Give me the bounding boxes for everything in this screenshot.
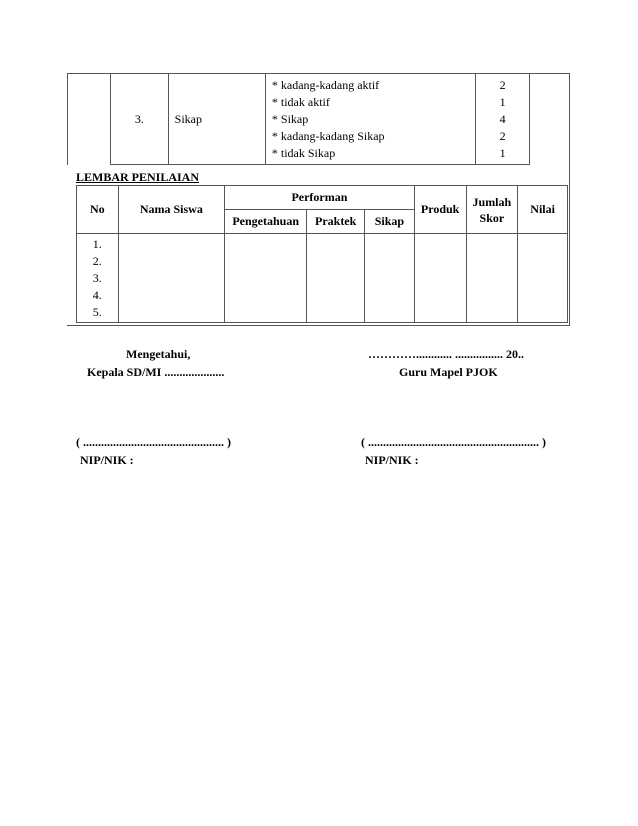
row-number: 1. — [92, 236, 102, 251]
row-number: 4. — [92, 287, 102, 302]
name-cell[interactable] — [118, 234, 225, 323]
header-sikap: Sikap — [365, 210, 415, 234]
score-item: 1 — [499, 145, 506, 160]
descriptor-item: * tidak aktif — [271, 94, 330, 109]
header-jumlah-skor — [466, 186, 518, 234]
header-no: No — [77, 186, 119, 234]
jumlah-skor-cell[interactable] — [466, 234, 518, 323]
nilai-cell[interactable] — [518, 234, 568, 323]
header-name: Nama Siswa — [118, 186, 225, 234]
score-item: 2 — [499, 77, 506, 92]
descriptor-item: * kadang-kadang aktif — [271, 77, 380, 92]
teacher-label: Guru Mapel PJOK — [399, 365, 498, 379]
acknowledged-label: Mengetahui, — [126, 347, 191, 361]
frame-left-line — [67, 73, 68, 165]
header-pengetahuan: Pengetahuan — [225, 210, 307, 234]
assessment-body-row — [77, 234, 568, 323]
row-number: 2. — [92, 253, 102, 268]
criteria-number: 3. — [111, 74, 169, 165]
header-nilai: Nilai — [518, 186, 568, 234]
row-numbers-cell — [77, 234, 119, 323]
header-skor: Skor — [479, 210, 505, 225]
assessment-title: LEMBAR PENILAIAN — [76, 170, 200, 184]
criteria-aspect: Sikap — [168, 74, 265, 165]
teacher-name-line: ( ......................................................... ) — [361, 435, 546, 449]
score-item: 1 — [499, 94, 506, 109]
row-number: 3. — [92, 270, 102, 285]
praktek-cell[interactable] — [307, 234, 365, 323]
place-date-line: …………............ ................ 20.. — [368, 347, 524, 361]
assessment-header-row — [77, 186, 568, 210]
criteria-table — [110, 73, 530, 165]
principal-name-line: ( ............................................... ) — [76, 435, 231, 449]
row-number: 5. — [92, 304, 102, 319]
assessment-table — [76, 185, 568, 323]
header-jumlah: Jumlah — [472, 194, 512, 209]
frame-right-line — [569, 73, 570, 326]
score-item: 2 — [499, 128, 506, 143]
frame-bottom-line — [67, 325, 570, 326]
principal-label: Kepala SD/MI .................... — [87, 365, 225, 379]
pengetahuan-cell[interactable] — [225, 234, 307, 323]
score-item: 4 — [499, 111, 506, 126]
criteria-row — [111, 74, 530, 165]
principal-nip: NIP/NIK : — [80, 453, 134, 467]
descriptor-item: * Sikap — [271, 111, 309, 126]
criteria-scores — [476, 74, 530, 165]
descriptor-item: * kadang-kadang Sikap — [271, 128, 385, 143]
header-produk: Produk — [414, 186, 466, 234]
produk-cell[interactable] — [414, 234, 466, 323]
teacher-nip: NIP/NIK : — [365, 453, 419, 467]
header-praktek: Praktek — [307, 210, 365, 234]
header-performan: Performan — [225, 186, 415, 210]
criteria-descriptors — [265, 74, 475, 165]
descriptor-item: * tidak Sikap — [271, 145, 336, 160]
sikap-cell[interactable] — [365, 234, 415, 323]
